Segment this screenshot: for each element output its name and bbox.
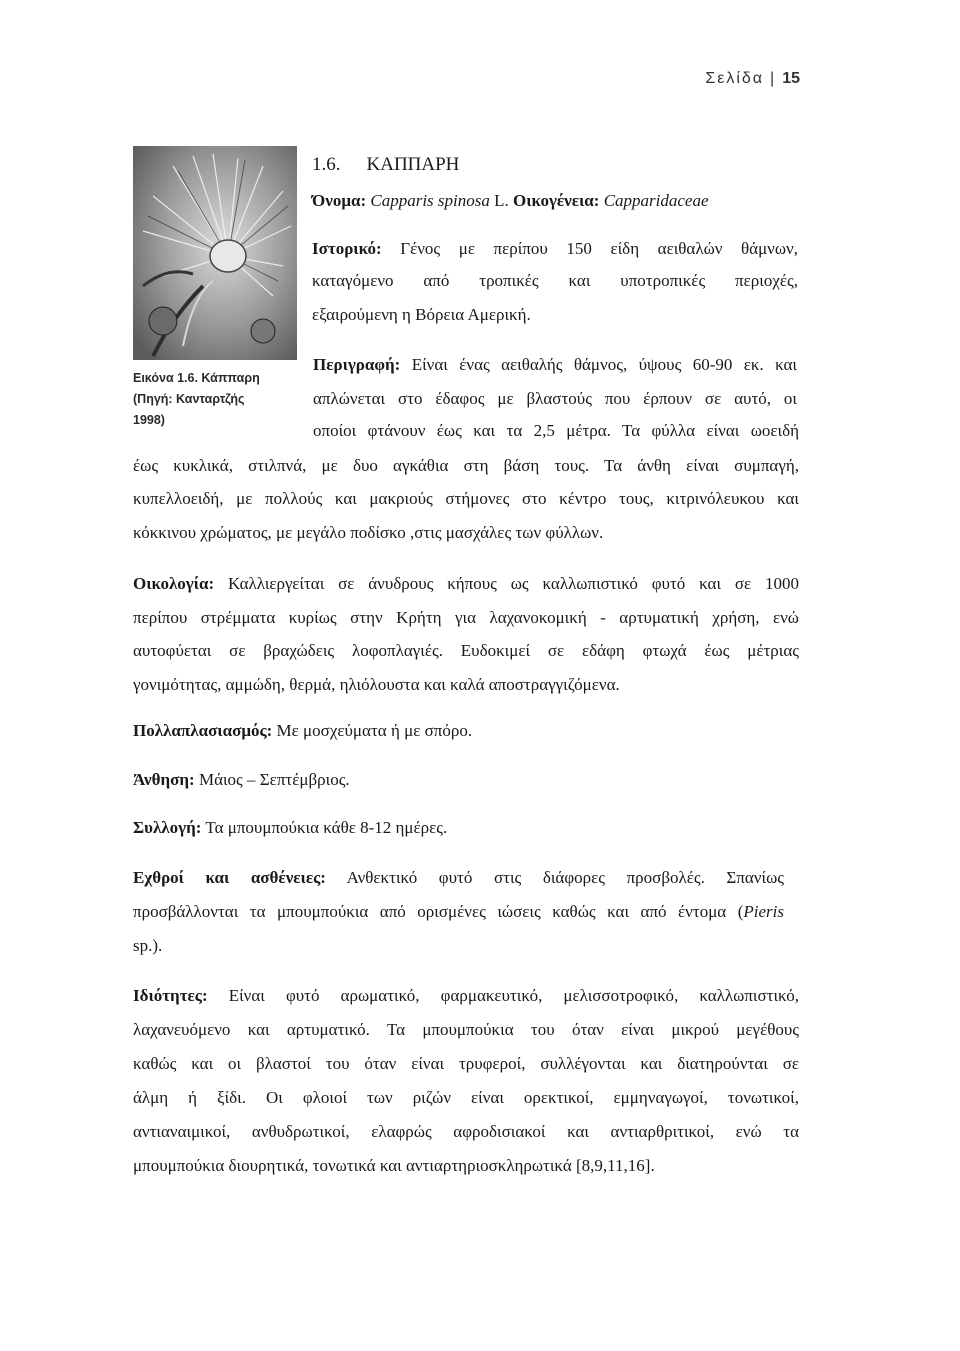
page-number: 15 bbox=[782, 70, 800, 87]
ecology-label: Οικολογία: bbox=[133, 574, 215, 593]
flowering-line bbox=[133, 767, 350, 793]
history-line-2: καταγόμενο από τροπικές και υποτροπικές περιοχές, bbox=[312, 271, 798, 290]
flowering-label: Άνθηση: bbox=[133, 770, 195, 789]
page-header bbox=[705, 70, 800, 88]
harvest-label: Συλλογή: bbox=[133, 818, 202, 837]
history-label: Ιστορικό: bbox=[312, 239, 382, 258]
properties-line-4: άλμη ή ξίδι. Οι φλοιοί των ριζών είναι ορεκτικοί, εμμηναγωγοί, τονωτικοί, bbox=[133, 1088, 799, 1107]
caption-line: 1998) bbox=[133, 413, 165, 427]
history-text: Γένος με περίπου 150 είδη αειθαλών θάμνων, bbox=[381, 239, 798, 258]
name-label: Όνομα: bbox=[312, 191, 367, 210]
pests-line-3: sp.). bbox=[133, 936, 163, 955]
harvest-text: Τα μπουμπούκια κάθε 8-12 ημέρες. bbox=[201, 818, 448, 837]
properties-line-2: λαχανευόμενο και αρτυματικό. Τα μπουμπούκια του όταν είναι μικρού μεγέθους bbox=[133, 1020, 799, 1039]
pests-label: Εχθροί και ασθένειες: bbox=[133, 868, 326, 887]
properties-line-3: καθώς και οι βλαστοί του όταν είναι τρυφεροί, συλλέγονται και διατηρούνται σε bbox=[133, 1054, 799, 1073]
caption-line: (Πηγή: Κανταρτζής bbox=[133, 392, 245, 406]
description-text: Είναι ένας αειθαλής θάμνος, ύψους 60-90 εκ. και bbox=[400, 355, 797, 374]
ecology-text: Καλλιεργείται σε άνυδρους κήπους ως καλλωπιστικό φυτό και σε 1000 bbox=[214, 574, 799, 593]
properties-text: Είναι φυτό αρωματικό, φαρμακευτικό, μελισσοτροφικό, καλλωπιστικό, bbox=[207, 986, 799, 1005]
description-line-3: οποίοι φτάνουν έως και τα 2,5 μέτρα. Τα φύλλα είναι ωοειδή bbox=[313, 421, 799, 440]
pieris-genus: Pieris bbox=[743, 902, 784, 921]
pests-line-1 bbox=[133, 865, 784, 891]
family-name: Capparidaceae bbox=[599, 191, 709, 210]
ecology-line-3: αυτοφύεται σε βραχώδεις λοφοπλαγιές. Ευδοκιμεί σε εδάφη φτωχά έως μέτριας bbox=[133, 641, 799, 660]
section-name: ΚΑΠΠΑΡΗ bbox=[366, 154, 460, 175]
name-line bbox=[312, 185, 709, 216]
description-line-2: απλώνεται στο έδαφος με βλαστούς που έρπουν σε αυτό, οι bbox=[313, 389, 797, 408]
pests-text: Ανθεκτικό φυτό στις διάφορες προσβολές. Σπανίως bbox=[325, 868, 784, 887]
description-line-4: έως κυκλικά, στιλπνά, με δυο αγκάθια στη βάση τους. Τα άνθη είναι συμπαγή, bbox=[133, 456, 799, 475]
ecology-line-4: γονιμότητας, αμμώδη, θερμά, ηλιόλουστα και καλά αποστραγγιζόμενα. bbox=[133, 675, 620, 694]
description-line-6: κόκκινου χρώματος, με μεγάλο ποδίσκο ,στις μασχάλες των φύλλων. bbox=[133, 523, 604, 542]
section-title bbox=[312, 149, 459, 180]
pests-line-2 bbox=[133, 899, 784, 925]
propagation-line bbox=[133, 718, 472, 744]
figure-caption bbox=[133, 368, 308, 431]
description-line-1 bbox=[313, 352, 797, 378]
properties-label: Ιδιότητες: bbox=[133, 986, 208, 1005]
caper-plant-photo bbox=[133, 146, 297, 360]
description-label: Περιγραφή: bbox=[313, 355, 401, 374]
properties-line-6: μπουμπούκια διουρητικά, τονωτικά και αντιαρτηριοσκληρωτικά [8,9,11,16]. bbox=[133, 1156, 655, 1175]
flowering-text: Μάιος – Σεπτέμβριος. bbox=[194, 770, 350, 789]
caption-line: Εικόνα 1.6. Κάππαρη bbox=[133, 371, 260, 385]
scientific-name: Capparis spinosa bbox=[370, 191, 490, 210]
caper-plant-photo-icon bbox=[133, 146, 297, 360]
history-line-3: εξαιρούμενη η Βόρεια Αμερική. bbox=[312, 305, 531, 324]
header-divider: | bbox=[770, 70, 777, 87]
pests-text: προσβάλλονται τα μπουμπούκια από ορισμένες ιώσεις καθώς και από έντομα ( bbox=[133, 902, 744, 921]
harvest-line bbox=[133, 815, 447, 841]
description-line-5: κυπελλοειδή, με πολλούς και μακριούς στήμονες στο κέντρο τους, κιτρινόλευκου και bbox=[133, 489, 799, 508]
section-number: 1.6. bbox=[312, 154, 341, 175]
propagation-text: Με μοσχεύματα ή με σπόρο. bbox=[272, 721, 473, 740]
propagation-label: Πολλαπλασιασμός: bbox=[133, 721, 273, 740]
page-label: Σελίδα bbox=[705, 70, 765, 87]
history-line-1 bbox=[312, 236, 798, 262]
ecology-line-1 bbox=[133, 571, 799, 597]
ecology-line-2: περίπου στρέμματα κυρίως στην Κρήτη για λαχανοκομική - αρτυματική χρήση, ενώ bbox=[133, 608, 799, 627]
properties-line-5: αντιαναιμικοί, ανθυδρωτικοί, ελαφρώς αφροδισιακοί και αντιαρθριτικοί, ενώ τα bbox=[133, 1122, 799, 1141]
author-abbrev: L. bbox=[489, 191, 513, 210]
properties-line-1 bbox=[133, 983, 799, 1009]
family-label: Οικογένεια: bbox=[513, 191, 600, 210]
